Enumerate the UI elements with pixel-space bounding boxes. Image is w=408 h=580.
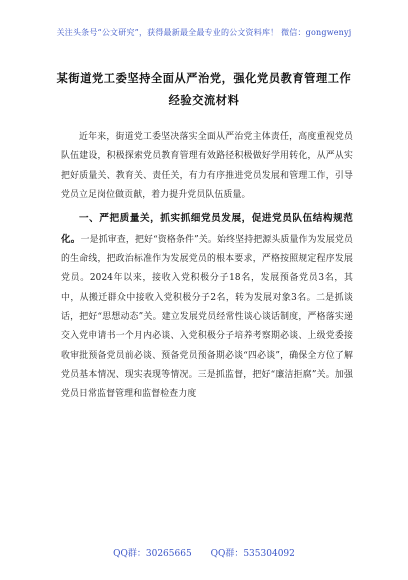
paragraph-intro: 近年来，街道党工委坚决落实全面从严治党主体责任，高度重视党员队伍建设，积极探索党员教育管理有效路径积极做好学用转化，从严从实把好质量关、教育关、责任关，有力有序推进党员发展和管理工作，引导党员立足岗位做贡献，着力提升党员队伍质量。	[61, 132, 353, 201]
footer-qq-group-2: QQ群：535304092	[210, 549, 295, 559]
paragraph-section-1	[61, 209, 353, 404]
footer-qq-groups	[0, 546, 408, 559]
document-title: 某街道党工委坚持全面从严治党，强化党员教育管理工作	[56, 71, 352, 85]
footer-qq-group-1: QQ群：30265665	[113, 549, 192, 559]
document-body	[61, 128, 353, 405]
top-banner: 关注头条号“公文研究”，获得最新最全最专业的公文资料库！ 微信：gongwenyj	[56, 28, 352, 37]
document-subtitle: 经验交流材料	[168, 93, 240, 107]
section-text: 一是抓审查，把好“资格条件”关。始终坚持把源头质量作为发展党员的生命线，把政治标准作为发展党员的根本要求，严格按照规定程序发展党员。2024年以来，接收入党积极分子18名，发展预备党员3名，其中，从搬迁群众中接收入党积极分子2名，转为发展对象3名。二是抓谈话，把好“思想动态”关。建立发展党员经常性谈心谈话制度，严格落实递交入党申请书一个月内必谈、入党积极分子培养考察期必谈、上级党委接收审批预备党员前必谈、预备党员预备期必谈“四必谈”，确保全方位了解党员基本情况、现实表现等情况。三是抓监督，把好“廉洁拒腐”关。加强党员日常监督管理和监督检查力度	[61, 234, 353, 400]
section-heading: 一、严把质量关，抓实抓细党员发展，促进党员队伍结构规范化。	[61, 213, 353, 245]
